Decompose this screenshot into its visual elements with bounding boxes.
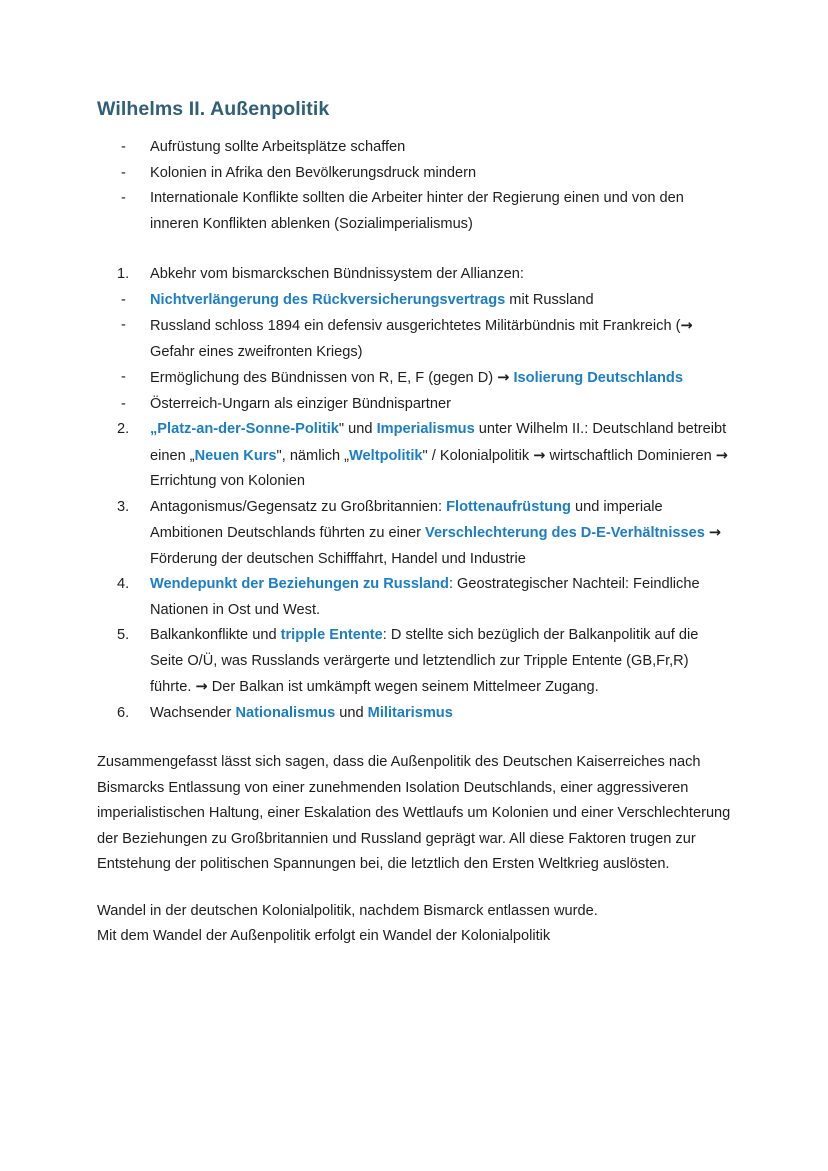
- document-content: [97, 98, 731, 950]
- number-marker: 1.: [117, 266, 130, 283]
- list-item: [97, 161, 731, 187]
- list-item-text: Internationale Konflikte sollten die Arbeiter hinter der Regierung einen und von den inneren Konflikten ablenken (Sozialimperialismus): [150, 190, 684, 232]
- arrow-icon: →: [195, 678, 208, 696]
- list-item: [97, 701, 731, 727]
- highlight-text: Neuen Kurs: [194, 447, 277, 464]
- dash-marker-icon: -: [121, 139, 126, 156]
- list-item-text: mit Russland: [505, 291, 594, 308]
- list-item-text: unter Wilhelm II.:: [474, 421, 589, 438]
- intro-bullet-list: [97, 135, 731, 237]
- list-item-text: ", nämlich „: [276, 447, 350, 464]
- list-item: [97, 495, 731, 573]
- list-item-text: wirtschaftlich Dominieren: [545, 447, 716, 464]
- arrow-icon: →: [533, 446, 546, 464]
- list-item-text: Förderung der deutschen Schifffahrt, Handel und Industrie: [150, 550, 526, 567]
- list-item-text: Antagonismus/Gegensatz zu Großbritannien:: [150, 498, 447, 515]
- arrow-icon: →: [708, 524, 722, 542]
- list-item-text: Kolonialpolitik: [439, 447, 534, 464]
- dash-marker-icon: -: [121, 395, 126, 412]
- list-item: [97, 417, 731, 495]
- list-item-text: Wachsender: [150, 704, 236, 721]
- highlight-text: Imperialismus: [376, 421, 475, 438]
- list-item-text: " und: [338, 421, 377, 438]
- arrow-icon: →: [497, 369, 510, 387]
- spacer: [97, 237, 731, 262]
- arrow-icon: →: [680, 317, 693, 335]
- list-item-text: und imperiale Ambitionen Deutschlands führten zu einer: [150, 498, 663, 542]
- list-item-text: Österreich-Ungarn als einziger Bündnispartner: [150, 395, 451, 412]
- list-item-text: Balkankonflikte und: [150, 627, 281, 644]
- highlight-text: Verschlechterung des D-E-Verhältnisses: [425, 525, 705, 542]
- list-item: [97, 288, 731, 314]
- list-item-text: : D stellte sich bezüglich der Balkanpolitik auf die Seite O/Ü, was Russlands verärgerte und letztendlich zur Tripple Entente (GB,Fr,R) führte.: [150, 627, 699, 696]
- dash-marker-icon: -: [121, 190, 126, 207]
- dash-marker-icon: -: [121, 369, 126, 386]
- number-marker: 2.: [117, 421, 130, 438]
- list-item: [97, 365, 731, 392]
- list-item-text: Deutschland betreibt einen „: [150, 421, 727, 464]
- tail-line-2: Mit dem Wandel der Außenpolitik erfolgt ein Wandel der Kolonialpolitik: [97, 928, 551, 945]
- list-item: [97, 623, 731, 701]
- list-item: [97, 135, 731, 161]
- list-item-text: und: [335, 704, 368, 721]
- list-item: [97, 392, 731, 418]
- highlight-text: tripple Entente: [280, 627, 383, 644]
- list-item-text: Ermöglichung des Bündnissen von R, E, F (gegen D): [150, 370, 498, 387]
- list-item: [97, 313, 731, 365]
- highlight-text: Platz-an-der-Sonne-Politik: [157, 421, 339, 438]
- list-item-text: Aufrüstung sollte Arbeitsplätze schaffen: [150, 139, 406, 156]
- number-marker: 5.: [117, 627, 130, 644]
- list-item: [97, 186, 731, 237]
- list-item-text: Errichtung von Kolonien: [150, 473, 305, 490]
- list-item: [97, 572, 731, 623]
- list-item: [97, 262, 731, 288]
- page-title: Wilhelms II. Außenpolitik: [97, 98, 330, 120]
- highlight-text: Weltpolitik: [349, 447, 423, 464]
- tail-block: [97, 899, 731, 950]
- sub-bullet-list: [97, 288, 731, 418]
- summary-paragraph: Zusammengefasst lässt sich sagen, dass die Außenpolitik des Deutschen Kaiserreiches nach Bismarcks Entlassung von einer zunehmenden Isolation Deutschlands, einer aggressiveren imperialistischen Haltung, einer Eskalation des Wettlaufs um Kolonien und einer Verschlechterung der Beziehungen zu Großbritannien und Russland geprägt war. All diese Faktoren trugen zur Entstehung der politischen Spannungen bei, die letztlich den Ersten Weltkrieg auslösten.: [97, 754, 731, 873]
- highlight-text: Nichtverlängerung des Rückversicherungsvertrags: [150, 291, 506, 308]
- numbered-list-part-2: [97, 417, 731, 726]
- tail-line-1: Wandel in der deutschen Kolonialpolitik, nachdem Bismarck entlassen wurde.: [97, 902, 598, 919]
- highlight-text: Flottenaufrüstung: [446, 498, 571, 515]
- highlight-text: Isolierung Deutschlands: [513, 370, 683, 387]
- open-quote: „: [150, 421, 158, 438]
- list-item-text: Russland schloss 1894 ein defensiv ausgerichtetes Militärbündnis mit Frankreich (: [150, 318, 681, 335]
- summary-block: [97, 750, 731, 878]
- list-item-text: Der Balkan ist umkämpft wegen seinem Mittelmeer Zugang.: [207, 679, 599, 696]
- numbered-list-part-1: [97, 262, 731, 288]
- highlight-text: Militarismus: [367, 704, 453, 721]
- list-item-text: : Geostrategischer Nachteil: Feindliche Nationen in Ost und West.: [150, 576, 700, 618]
- list-item-text: Abkehr vom bismarckschen Bündnissystem der Allianzen:: [150, 266, 524, 283]
- highlight-text: Nationalismus: [235, 704, 336, 721]
- dash-marker-icon: -: [121, 291, 126, 308]
- dash-marker-icon: -: [121, 164, 126, 181]
- highlight-text: Wendepunkt der Beziehungen zu Russland: [150, 576, 449, 593]
- arrow-icon: →: [715, 446, 728, 464]
- dash-marker-icon: -: [121, 317, 126, 334]
- list-item-text: Kolonien in Afrika den Bevölkerungsdruck mindern: [150, 164, 477, 181]
- list-item-text: " /: [422, 447, 436, 464]
- list-item-text-tail: Gefahr eines zweifronten Kriegs): [150, 343, 363, 360]
- number-marker: 3.: [117, 498, 130, 515]
- number-marker: 4.: [117, 576, 130, 593]
- number-marker: 6.: [117, 704, 130, 721]
